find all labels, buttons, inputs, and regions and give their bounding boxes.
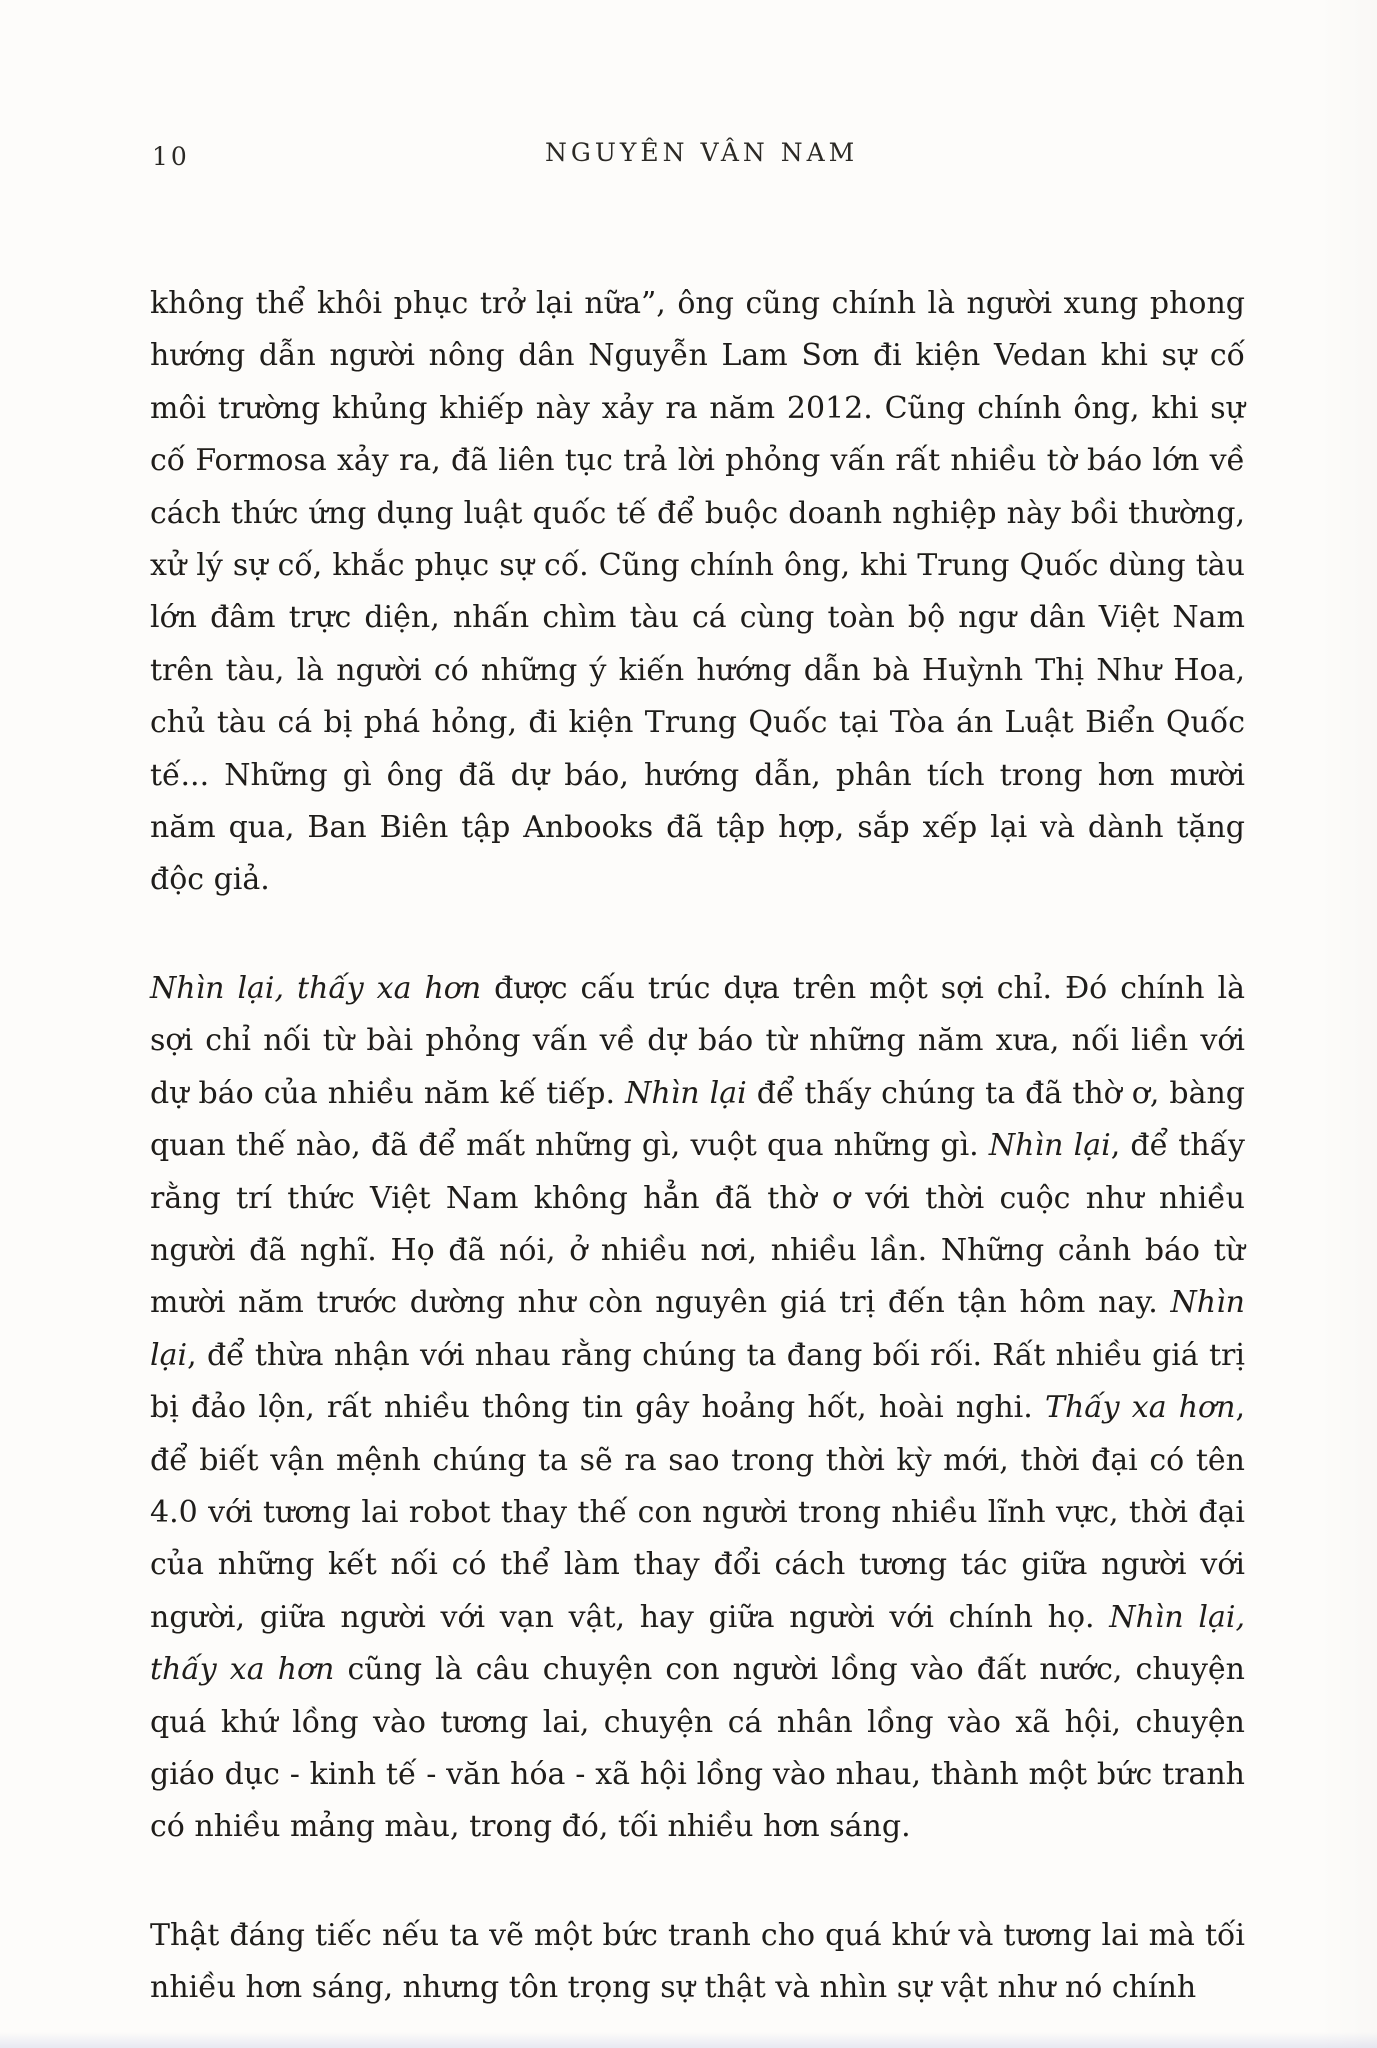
text-segment: Thật đáng tiếc nếu ta vẽ một bức tranh cho quá khứ và tương lai mà tối nhiều hơn sáng, nhưng tôn trọng sự thật và nhìn sự vật như nó chính: [150, 1917, 1245, 2006]
body-text: [150, 278, 1245, 2015]
italic-segment: Nhìn lại, thấy xa hơn: [150, 1599, 1245, 1688]
text-segment: , để biết vận mệnh chúng ta sẽ ra sao trong thời kỳ mới, thời đại có tên 4.0 với tương lai robot thay thế con người trong nhiều lĩnh vực, thời đại của những kết nối có thể làm thay đổi cách tương tác giữa người với người, giữa người với vạn vật, hay giữa người với chính họ.: [150, 1390, 1245, 1635]
text-segment: , để thừa nhận với nhau rằng chúng ta đang bối rối. Rất nhiều giá trị bị đảo lộn, rất nhiều thông tin gây hoảng hốt, hoài nghi.: [150, 1337, 1245, 1426]
italic-segment: Thấy xa hơn: [1044, 1390, 1236, 1426]
italic-segment: Nhìn lại, thấy xa hơn: [150, 970, 482, 1006]
text-segment: , để thấy rằng trí thức Việt Nam không hẳn đã thờ ơ với thời cuộc như nhiều người đã nghĩ. Họ đã nói, ở nhiều nơi, nhiều lần. Những cảnh báo từ mười năm trước dường như còn nguyên giá trị đến tận hôm nay.: [150, 1128, 1246, 1321]
text-segment: cũng là câu chuyện con người lồng vào đất nước, chuyện quá khứ lồng vào tương lai, chuyện cá nhân lồng vào xã hội, chuyện giáo dục - kinh tế - văn hóa - xã hội lồng vào nhau, thành một bức tranh có nhiều mảng màu, trong đó, tối nhiều hơn sáng.: [150, 1652, 1245, 1845]
italic-segment: Nhìn lại: [150, 1285, 1245, 1373]
page-edge-shadow: [1317, 0, 1377, 2048]
italic-segment: Nhìn lại: [625, 1075, 747, 1111]
text-segment: không thể khôi phục trở lại nữa”, ông cũng chính là người xung phong hướng dẫn người nông dân Nguyễn Lam Sơn đi kiện Vedan khi sự cố môi trường khủng khiếp này xảy ra năm 2012. Cũng chính ông, khi sự cố Formosa xảy ra, đã liên tục trả lời phỏng vấn rất nhiều tờ báo lớn về cách thức ứng dụng luật quốc tế để buộc doanh nghiệp này bồi thường, xử lý sự cố, khắc phục sự cố. Cũng chính ông, khi Trung Quốc dùng tàu lớn đâm trực diện, nhấn chìm tàu cá cùng toàn bộ ngư dân Việt Nam trên tàu, là người có những ý kiến hướng dẫn bà Huỳnh Thị Như Hoa, chủ tàu cá bị phá hỏng, đi kiện Trung Quốc tại Tòa án Luật Biển Quốc tế... Những gì ông đã dự báo, hướng dẫn, phân tích trong hơn mười năm qua, Ban Biên tập Anbooks đã tập hợp, sắp xếp lại và dành tặng độc giả.: [150, 286, 1245, 898]
scan-bottom-edge: [0, 2032, 1377, 2048]
paragraph-1: [150, 278, 1245, 907]
running-head: NGUYÊN VÂN NAM: [545, 138, 859, 167]
page-number: 10: [152, 142, 190, 171]
paragraph-2: [150, 963, 1245, 1854]
italic-segment: Nhìn lại: [988, 1128, 1111, 1164]
paragraph-3: [150, 1910, 1245, 2015]
text-segment: để thấy chúng ta đã thờ ơ, bàng quan thế nào, đã để mất những gì, vuột qua những gì.: [150, 1075, 1246, 1164]
text-segment: được cấu trúc dựa trên một sợi chỉ. Đó chính là sợi chỉ nối từ bài phỏng vấn về dự báo từ những năm xưa, nối liền với dự báo của nhiều năm kế tiếp.: [150, 970, 1245, 1111]
